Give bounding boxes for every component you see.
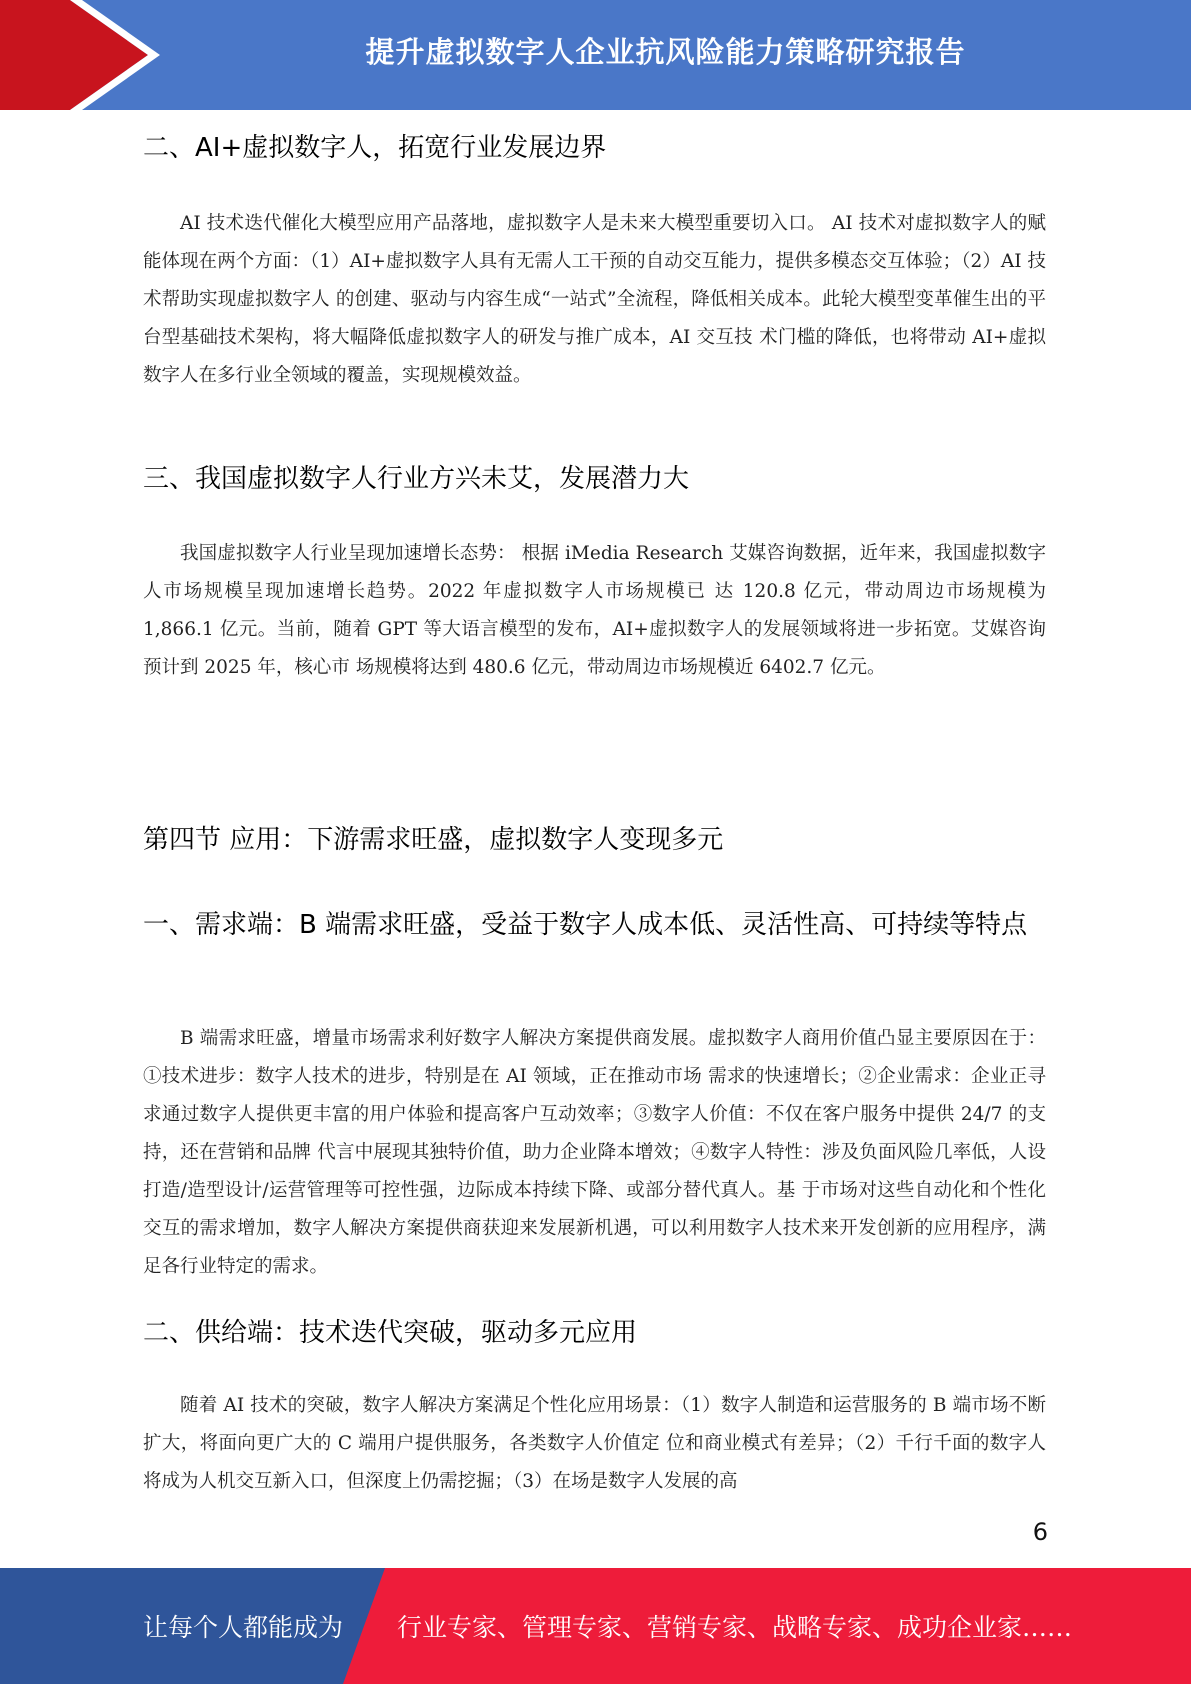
red-arrow-icon: [0, 0, 160, 110]
footer-slogan-right: 行业专家、管理专家、营销专家、战略专家、成功企业家……: [397, 1613, 1073, 1642]
section-paragraph-supply-side: 随着 AI 技术的突破，数字人解决方案满足个性化应用场景：（1）数字人制造和运营服务的 B 端市场不断扩大，将面向更广大的 C 端用户提供服务，各类数字人价值定 位和商业模式有差异；（2）千行千面的数字人将成为人机交互新入口，但深度上仍需挖掘；（3）在场是数字人发展的高: [143, 1395, 1046, 1492]
page-footer: [0, 1568, 1191, 1684]
section-heading-supply-side: 二、供给端：技术迭代突破，驱动多元应用: [143, 1318, 638, 1348]
section-heading-ai-digital-human: 二、AI+虚拟数字人，拓宽行业发展边界: [143, 133, 607, 163]
section-heading-china-industry: 三、我国虚拟数字人行业方兴未艾，发展潜力大: [143, 464, 690, 494]
section-paragraph-ai-digital-human: AI 技术迭代催化大模型应用产品落地，虚拟数字人是未来大模型重要切入口。 AI 技术对虚拟数字人的赋能体现在两个方面：（1）AI+虚拟数字人具有无需人工干预的自动交互能力，提供多模态交互体验；（2）AI 技术帮助实现虚拟数字人 的创建、驱动与内容生成“一站式”全流程，降低相关成本。此轮大模型变革催生出的平台型基础技术架构，将大幅降低虚拟数字人的研发与推广成本，AI 交互技 术门槛的降低，也将带动 AI+虚拟数字人在多行业全领域的覆盖，实现规模效益。: [143, 213, 1046, 386]
report-title: 提升虚拟数字人企业抗风险能力策略研究报告: [365, 34, 966, 69]
chapter-heading-applications: 第四节 应用：下游需求旺盛，虚拟数字人变现多元: [143, 825, 724, 855]
section-paragraph-china-industry: 我国虚拟数字人行业呈现加速增长态势： 根据 iMedia Research 艾媒咨询数据，近年来，我国虚拟数字人市场规模呈现加速增长趋势。2022 年虚拟数字人市场规模已 达 120.8 亿元，带动周边市场规模为 1,866.1 亿元。当前，随着 GPT 等大语言模型的发布，AI+虚拟数字人的发展领域将进一步拓宽。艾媒咨询预计到 2025 年，核心市 场规模将达到 480.6 亿元，带动周边市场规模近 6402.7 亿元。: [143, 543, 1046, 678]
section-paragraph-demand-side: B 端需求旺盛，增量市场需求利好数字人解决方案提供商发展。虚拟数字人商用价值凸显主要原因在于：①技术进步：数字人技术的进步，特别是在 AI 领域，正在推动市场 需求的快速增长；②企业需求：企业正寻求通过数字人提供更丰富的用户体验和提高客户互动效率；③数字人价值：不仅在客户服务中提供 24/7 的支持，还在营销和品牌 代言中展现其独特价值，助力企业降本增效；④数字人特性：涉及负面风险几率低，人设打造/造型设计/运营管理等可控性强，边际成本持续下降、或部分替代真人。基 于市场对这些自动化和个性化交互的需求增加，数字人解决方案提供商获迎来发展新机遇，可以利用数字人技术来开发创新的应用程序，满足各行业特定的需求。: [143, 1028, 1046, 1277]
section-heading-demand-side: 一、需求端：B 端需求旺盛，受益于数字人成本低、灵活性高、可持续等特点: [143, 910, 1028, 940]
footer-slogan-left: 让每个人都能成为: [143, 1613, 344, 1642]
page-header: [0, 0, 1191, 110]
page-number: 6: [1032, 1518, 1048, 1546]
